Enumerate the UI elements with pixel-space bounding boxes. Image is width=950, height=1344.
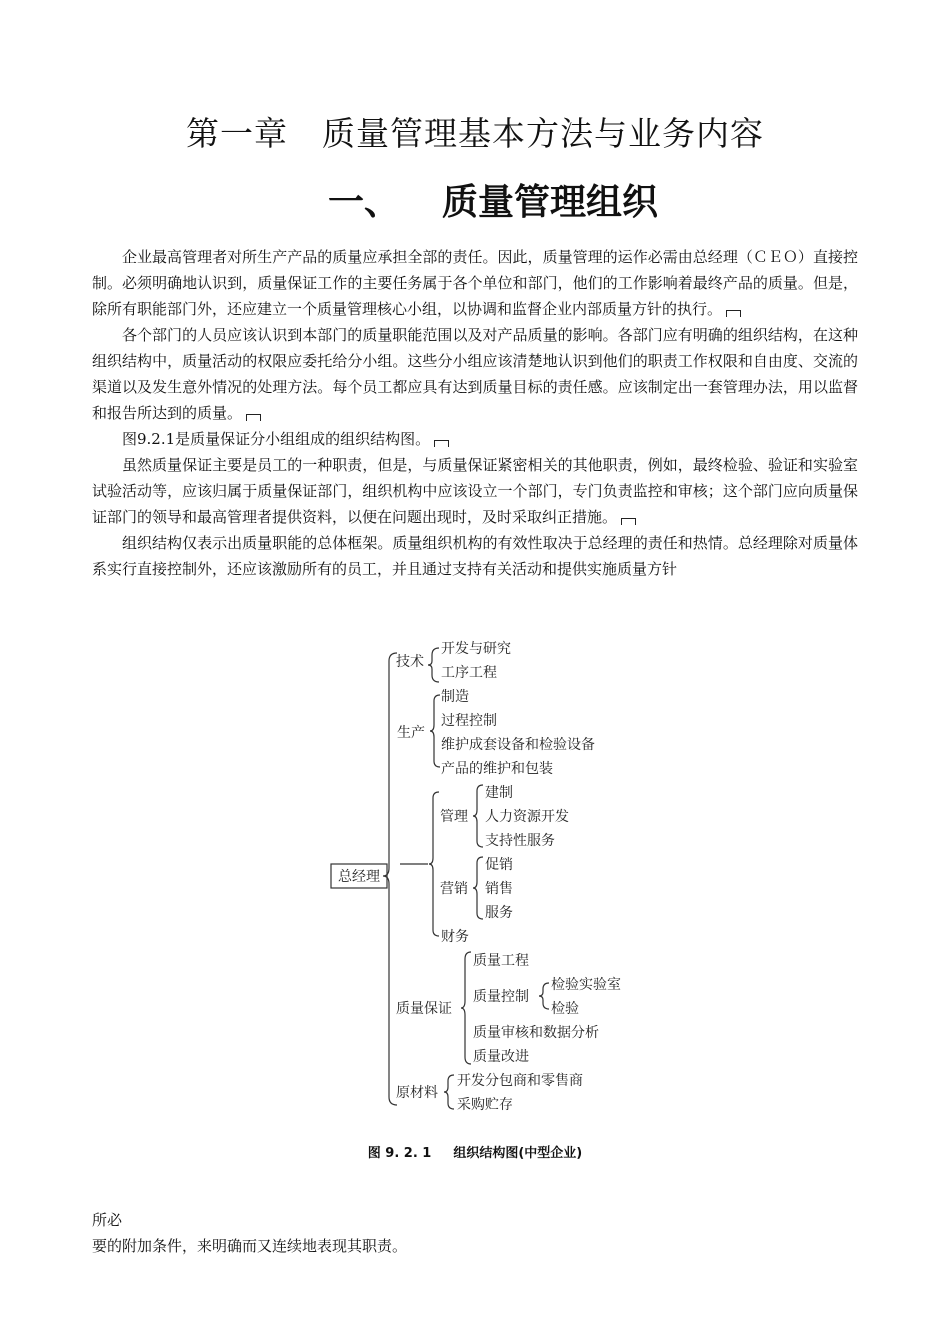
paragraph-mark-icon xyxy=(621,518,636,525)
org-root: 总经理 xyxy=(338,869,380,885)
org-node: 质量改进 xyxy=(473,1049,529,1065)
org-production-label: 生产 xyxy=(397,725,425,741)
org-node: 质量工程 xyxy=(473,953,529,969)
paragraph: 图9.2.1是质量保证分小组组成的组织结构图。 xyxy=(92,426,858,452)
trailing-line: 所必 xyxy=(92,1211,123,1229)
org-node: 采购贮存 xyxy=(457,1097,513,1113)
org-node: 制造 xyxy=(441,689,469,705)
body-text xyxy=(92,244,858,582)
org-node: 支持性服务 xyxy=(485,833,555,849)
org-node: 销售 xyxy=(485,881,513,897)
paragraph-mark-icon xyxy=(246,414,261,421)
org-qa-label: 质量保证 xyxy=(396,1001,452,1017)
org-node: 促销 xyxy=(485,857,513,873)
trailing-line: 要的附加条件，来明确而又连续地表现其职责。 xyxy=(92,1237,408,1255)
figure-number: 图 9. 2. 1 xyxy=(367,1146,432,1161)
org-node: 质量审核和数据分析 xyxy=(473,1025,599,1041)
paragraph-mark-icon xyxy=(434,440,449,447)
org-materials-label: 原材料 xyxy=(396,1085,438,1101)
trailing-text xyxy=(92,1207,407,1259)
org-finance: 财务 xyxy=(441,929,469,945)
paragraph: 组织结构仅表示出质量职能的总体框架。质量组织机构的有效性取决于总经理的责任和热情。总经理除对质量体系实行直接控制外，还应该激励所有的员工，并且通过支持有关活动和提供实施质量方针 xyxy=(92,534,858,578)
org-chart xyxy=(320,635,650,1120)
org-node: 检验实验室 xyxy=(551,977,621,993)
figure-caption xyxy=(0,1142,950,1161)
org-tech-label: 技术 xyxy=(396,654,424,670)
org-node: 建制 xyxy=(485,785,513,801)
chapter-title: 第一章 质量管理基本方法与业务内容 xyxy=(186,114,764,153)
figure-title: 组织结构图(中型企业) xyxy=(453,1146,583,1161)
paragraph: 企业最高管理者对所生产产品的质量应承担全部的责任。因此，质量管理的运作必需由总经理（ＣＥＯ）直接控制。必须明确地认识到，质量保证工作的主要任务属于各个单位和部门，他们的工作影响着最终产品的质量。但是，除所有职能部门外，还应建立一个质量管理核心小组，以协调和监督企业内部质量方针的执行。 xyxy=(92,248,858,318)
org-management-label: 管理 xyxy=(440,809,468,825)
paragraph: 虽然质量保证主要是员工的一种职责，但是，与质量保证紧密相关的其他职责，例如，最终检验、验证和实验室试验活动等，应该归属于质量保证部门，组织机构中应该设立一个部门，专门负责监控和审核；这个部门应向质量保证部门的领导和最高管理者提供资料，以便在问题出现时，及时采取纠正措施。 xyxy=(92,456,858,526)
org-node: 检验 xyxy=(551,1001,579,1017)
org-node: 服务 xyxy=(485,905,513,921)
paragraph-mark-icon xyxy=(726,310,741,317)
paragraph: 各个部门的人员应该认识到本部门的质量职能范围以及对产品质量的影响。各部门应有明确的组织结构，在这种组织结构中，质量活动的权限应委托给分小组。这些分小组应该清楚地认识到他们的职责工作权限和自由度、交流的渠道以及发生意外情况的处理方法。每个员工都应具有达到质量目标的责任感。应该制定出一套管理办法，用以监督和报告所达到的质量。 xyxy=(92,326,858,422)
org-node: 人力资源开发 xyxy=(485,809,569,825)
org-node: 产品的维护和包装 xyxy=(441,761,553,777)
org-node: 过程控制 xyxy=(441,713,497,729)
section-name: 质量管理组织 xyxy=(442,182,659,223)
org-marketing-label: 营销 xyxy=(440,881,468,897)
section-title xyxy=(0,174,950,225)
org-qa-control-label: 质量控制 xyxy=(473,989,529,1005)
org-node: 维护成套设备和检验设备 xyxy=(441,737,595,753)
org-node: 开发分包商和零售商 xyxy=(457,1073,583,1089)
section-number: 一、 xyxy=(327,182,400,223)
org-node: 开发与研究 xyxy=(441,641,511,657)
org-node: 工序工程 xyxy=(441,665,497,681)
